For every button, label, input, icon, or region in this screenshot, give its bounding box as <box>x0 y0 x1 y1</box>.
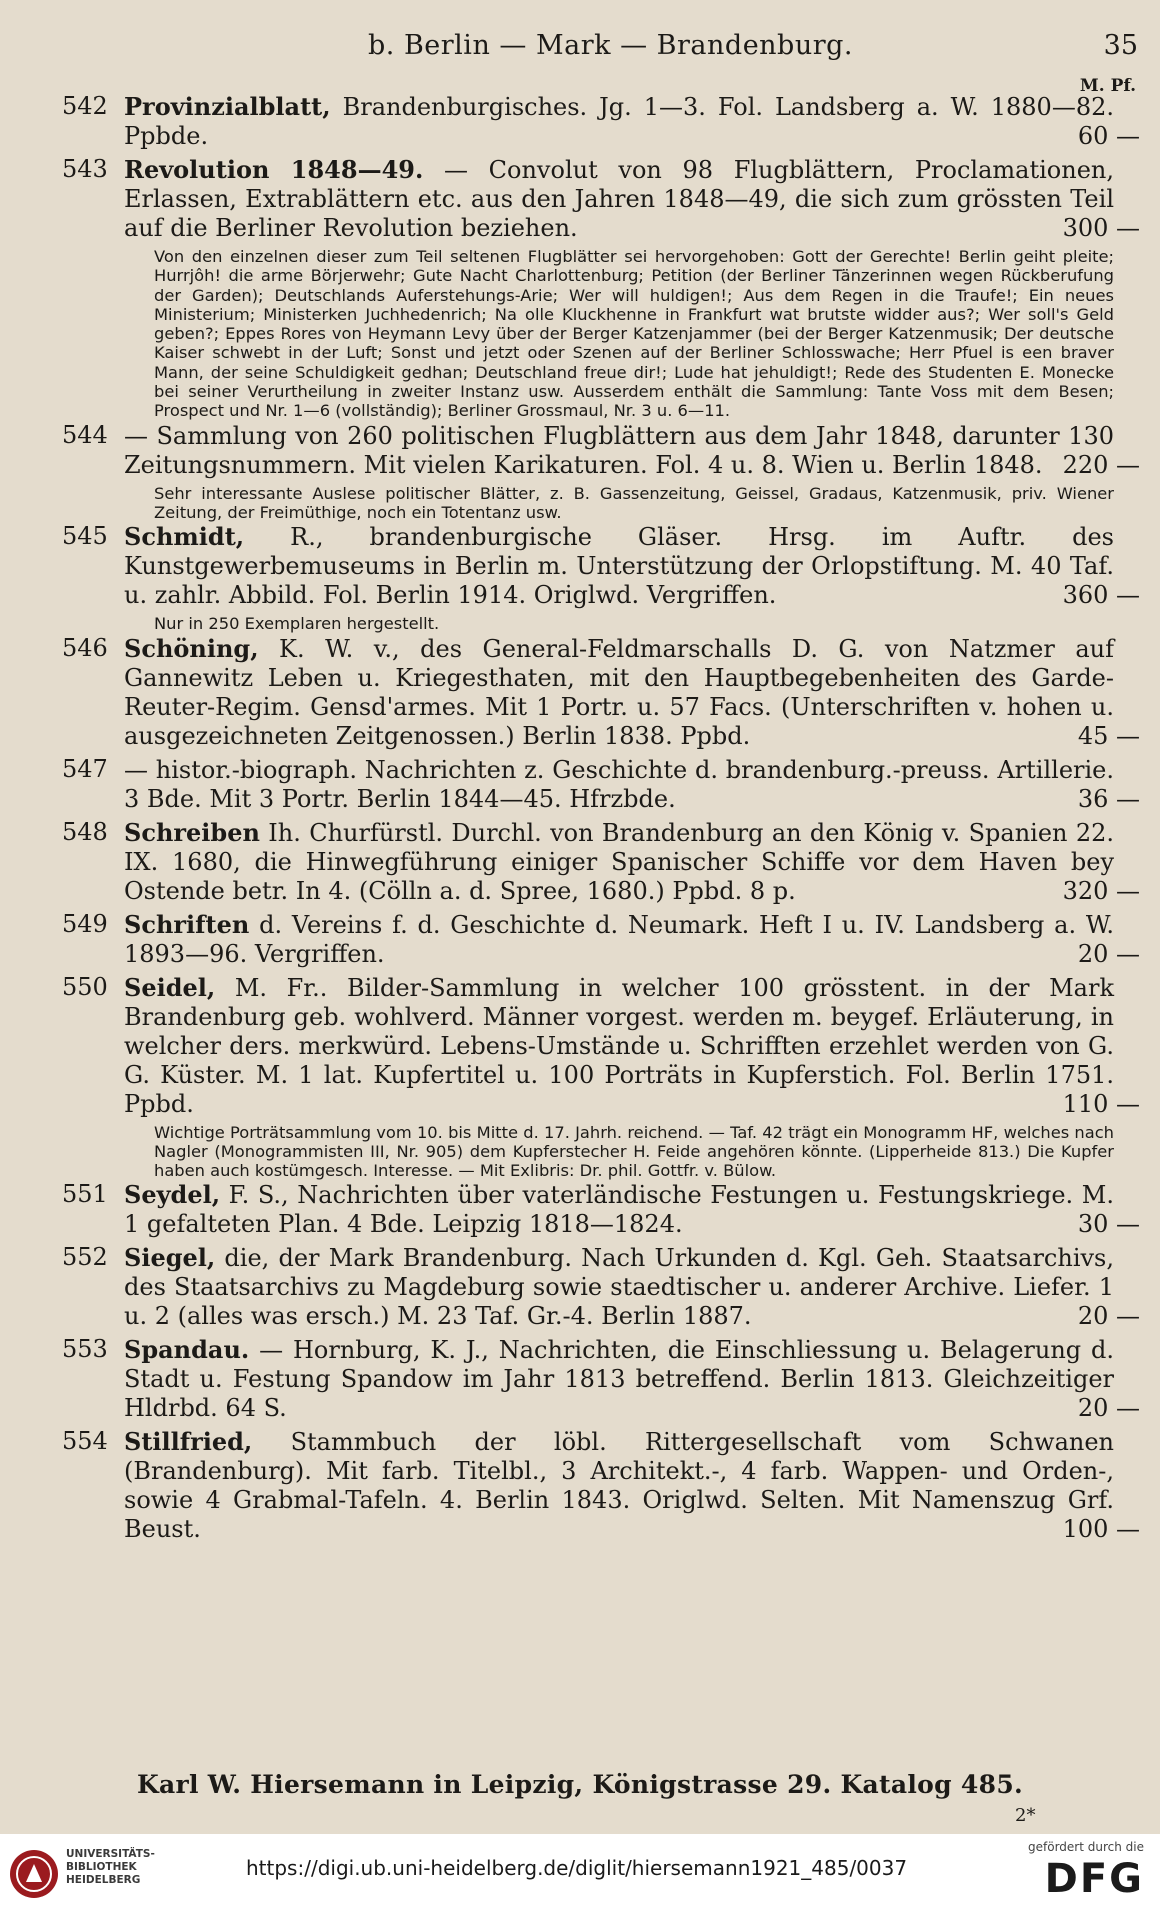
catalog-entry <box>60 1180 1140 1239</box>
entry-body: d. Vereins f. d. Geschichte d. Neumark. Heft I u. IV. Landsberg a. W. 1893—96. Vergriffen. <box>124 910 1114 968</box>
entry-price: 360 — <box>1062 581 1140 610</box>
entry-price: 20 — <box>1077 1394 1140 1423</box>
entry-price: 36 — <box>1077 784 1140 813</box>
library-name: UNIVERSITÄTS- BIBLIOTHEK HEIDELBERG <box>66 1848 155 1886</box>
entry-heading: Schreiben <box>124 817 260 847</box>
entry-price: 60 — <box>1077 122 1140 150</box>
publisher-imprint: Karl W. Hiersemann in Leipzig, Königstrasse 29. Katalog 485. <box>136 1770 1024 1799</box>
page-header <box>0 30 1160 70</box>
entry-heading: Siegel, <box>124 1243 216 1273</box>
funder-label: gefördert durch die <box>1028 1840 1144 1854</box>
entry-body: R., brandenburgische Gläser. Hrsg. im Auftr. des Kunstgewerbemuseums in Berlin m. Unterstützung der Orlopstiftung. M. 40 Taf. u. zahlr. Abbild. Fol. Berlin 1914. Origlwd. Vergriffen. <box>124 523 1114 610</box>
catalog-listing <box>60 92 1140 1548</box>
entry-body: Stammbuch der löbl. Rittergesellschaft vom Schwanen (Brandenburg). Mit farb. Titelbl., 3 Architekt.-, 4 farb. Wappen- und Orden-, sowie 4 Grabmal-Tafeln. 4. Berlin 1843. Origlwd. Selten. Mit Namenszug Grf. Beust. <box>124 1428 1114 1544</box>
entry-number: 543 <box>62 155 108 183</box>
catalog-entry <box>60 634 1140 751</box>
entry-body: Ih. Churfürstl. Durchl. von Brandenburg an den König v. Spanien 22. IX. 1680, die Hinwegführung einiger Spanischer Schiffe vor dem Haven bey Ostende betr. In 4. (Cölln a. d. Spree, 1680.) Ppbd. 8 p. <box>124 818 1114 905</box>
permalink-url[interactable]: https://digi.ub.uni-heidelberg.de/diglit/hiersemann1921_485/0037 <box>246 1856 908 1880</box>
entry-note: Sehr interessante Auslese politischer Blätter, z. B. Gassenzeitung, Geissel, Gradaus, Katzenmusik, priv. Wiener Zeitung, der Freimüthige, noch ein Totentanz usw. <box>154 483 1114 522</box>
entry-heading: Stillfried, <box>124 1427 253 1457</box>
entry-body: F. S., Nachrichten über vaterländische Festungen u. Festungskriege. M. 1 gefalteten Plan. 4 Bde. Leipzig 1818—1824. <box>124 1181 1114 1239</box>
entry-number: 551 <box>62 1180 108 1209</box>
university-seal-icon <box>8 1848 60 1900</box>
entry-description <box>124 1243 1114 1331</box>
page-number: 35 <box>1103 30 1138 61</box>
catalog-entry <box>60 973 1140 1119</box>
catalog-entry <box>60 522 1140 610</box>
entry-heading: Schriften <box>124 909 250 939</box>
entry-description <box>124 973 1114 1119</box>
running-title: b. Berlin — Mark — Brandenburg. <box>368 30 854 61</box>
entry-heading: Revolution 1848—49. <box>124 155 424 184</box>
entry-body: — histor.-biograph. Nachrichten z. Geschichte d. brandenburg.-preuss. Artillerie. 3 Bde. Mit 3 Portr. Berlin 1844—45. Hfrzbde. <box>124 755 1114 813</box>
entry-description <box>124 92 1114 151</box>
entry-number: 552 <box>62 1243 108 1272</box>
entry-number: 546 <box>62 633 108 662</box>
entry-heading: Schmidt, <box>124 522 245 552</box>
entry-price: 20 — <box>1077 1302 1140 1331</box>
entry-number: 545 <box>62 522 108 551</box>
catalog-entry <box>60 1243 1140 1331</box>
entry-heading: Spandau. <box>124 1335 250 1365</box>
entry-number: 547 <box>62 754 108 783</box>
entry-body: — Hornburg, K. J., Nachrichten, die Einschliessung u. Belagerung d. Stadt u. Festung Spandow im Jahr 1813 betreffend. Berlin 1813. Gleichzeitiger Hldrbd. 64 S. <box>124 1336 1114 1423</box>
entry-note: Nur in 250 Exemplaren hergestellt. <box>154 614 440 634</box>
entry-note: Wichtige Porträtsammlung vom 10. bis Mitte d. 17. Jahrh. reichend. — Taf. 42 trägt ein Monogramm HF, welches nach Nagler (Monogrammisten III, Nr. 905) dem Kupferstecher H. Feide angehören könnte. (Lipperheide 813.) Die Kupfer haben auch kostümgesch. Interesse. — Mit Exlibris: Dr. phil. Gottfr. v. Bülow. <box>154 1122 1114 1181</box>
entry-description <box>124 522 1114 610</box>
price-column-header: M. Pf. <box>1079 76 1136 96</box>
entry-description <box>124 421 1114 480</box>
entry-number: 554 <box>62 1427 108 1456</box>
entry-number: 549 <box>62 909 108 938</box>
entry-body: — Sammlung von 260 politischen Flugblättern aus dem Jahr 1848, darunter 130 Zeitungsnummern. Mit vielen Karikaturen. Fol. 4 u. 8. Wien u. Berlin 1848. <box>124 421 1114 479</box>
entry-body: — Convolut von 98 Flugblättern, Proclamationen, Erlassen, Extrablättern etc. aus den Jahren 1848—49, die sich zum grössten Teil auf die Berliner Revolution beziehen. <box>124 156 1114 242</box>
catalog-entry <box>60 92 1140 151</box>
entry-description <box>124 634 1114 751</box>
entry-price: 300 — <box>1062 214 1140 242</box>
dfg-logo-icon: DFG <box>1044 1856 1144 1902</box>
entry-description <box>124 755 1114 814</box>
entry-body: die, der Mark Brandenburg. Nach Urkunden d. Kgl. Geh. Staatsarchivs, des Staatsarchivs zu Magdeburg sowie staedtischer u. anderer Archive. Liefer. 1 u. 2 (alles was ersch.) M. 23 Taf. Gr.-4. Berlin 1887. <box>124 1244 1114 1331</box>
sheet-signature: 2* <box>1015 1805 1036 1826</box>
entry-price: 20 — <box>1077 939 1140 968</box>
catalog-entry <box>60 818 1140 906</box>
entry-number: 542 <box>62 92 108 120</box>
entry-heading: Provinzialblatt, <box>124 92 331 121</box>
entry-body: Brandenburgisches. Jg. 1—3. Fol. Landsberg a. W. 1880—82. Ppbde. <box>124 93 1114 150</box>
entry-description <box>124 910 1114 969</box>
entry-body: M. Fr.. Bilder-Sammlung in welcher 100 grösstent. in der Mark Brandenburg geb. wohlverd. Männer vorgest. werden m. beygef. Erläuterung, in welcher ders. merkwürd. Lebens-Umstände u. Schrifften erzehlet werden von G. G. Küster. M. 1 lat. Kupfertitel u. 100 Porträts in Kupferstich. Fol. Berlin 1751. Ppbd. <box>124 973 1114 1118</box>
entry-note: Von den einzelnen dieser zum Teil seltenen Flugblätter sei hervorgehoben: Gott der Gerechte! Berlin geiht pleite; Hurrjôh! die arme Börjerwehr; Gute Nacht Charlottenburg; Petition (der Berliner Tänzerinnen wegen Rückberufung der Garden); Deutschlands Auferstehungs-Arie; Wer will huldigen!; Aus dem Regen in die Traufe!; Ein neues Ministerium; Ministerken Juchhedenrich; Na olle Kluckhenne in Frankfurt wat brutste widder aus?; Wer soll's Geld geben?; Eppes Rores von Heymann Levy über der Berger Katzenjammer (bei der Berger Katzenmusik; Der deutsche Kaiser schwebt in der Luft; Sonst und jetzt oder Szenen auf der Berliner Schlosswache; Herr Pfuel is een braver Mann, der seine Schuldigkeit gedhan; Deutschland freue dir!; Lude hat jehuldigt!; Rede des Studenten E. Monecke bei seiner Verurtheilung in zweiter Instanz usw. Ausserdem enthält die Sammlung: Tante Voss mit dem Besen; Prospect und Nr. 1—6 (vollständig); Berliner Grossmaul, Nr. 3 u. 6—11. <box>154 247 1114 421</box>
entry-price: 110 — <box>1062 1089 1140 1118</box>
entry-description <box>124 818 1114 906</box>
entry-number: 553 <box>62 1335 108 1364</box>
entry-number: 544 <box>62 420 108 449</box>
entry-heading: Seidel, <box>124 972 216 1002</box>
entry-price: 45 — <box>1077 721 1140 750</box>
entry-description <box>124 1180 1114 1239</box>
entry-number: 550 <box>62 972 108 1001</box>
entry-price: 100 — <box>1062 1515 1140 1544</box>
catalog-entry <box>60 1427 1140 1544</box>
catalog-entry <box>60 910 1140 969</box>
entry-description <box>124 1427 1114 1544</box>
catalog-entry <box>60 755 1140 814</box>
catalog-entry <box>60 155 1140 243</box>
entry-heading: Seydel, <box>124 1180 221 1210</box>
digitization-banner <box>0 1834 1160 1908</box>
entry-description <box>124 1335 1114 1423</box>
entry-number: 548 <box>62 817 108 846</box>
entry-description <box>124 155 1114 243</box>
entry-price: 30 — <box>1077 1210 1140 1239</box>
catalog-entry <box>60 1335 1140 1423</box>
entry-heading: Schöning, <box>124 633 259 663</box>
entry-body: K. W. v., des General-Feldmarschalls D. G. von Natzmer auf Gannewitz Leben u. Kriegesthaten, mit den Hauptbegebenheiten des Garde-Reuter-Regim. Gensd'armes. Mit 1 Portr. u. 57 Facs. (Unterschriften v. hohen u. ausgezeichneten Zeitgenossen.) Berlin 1838. Ppbd. <box>124 634 1114 750</box>
catalog-entry <box>60 421 1140 480</box>
entry-price: 320 — <box>1062 876 1140 905</box>
entry-price: 220 — <box>1062 450 1140 479</box>
